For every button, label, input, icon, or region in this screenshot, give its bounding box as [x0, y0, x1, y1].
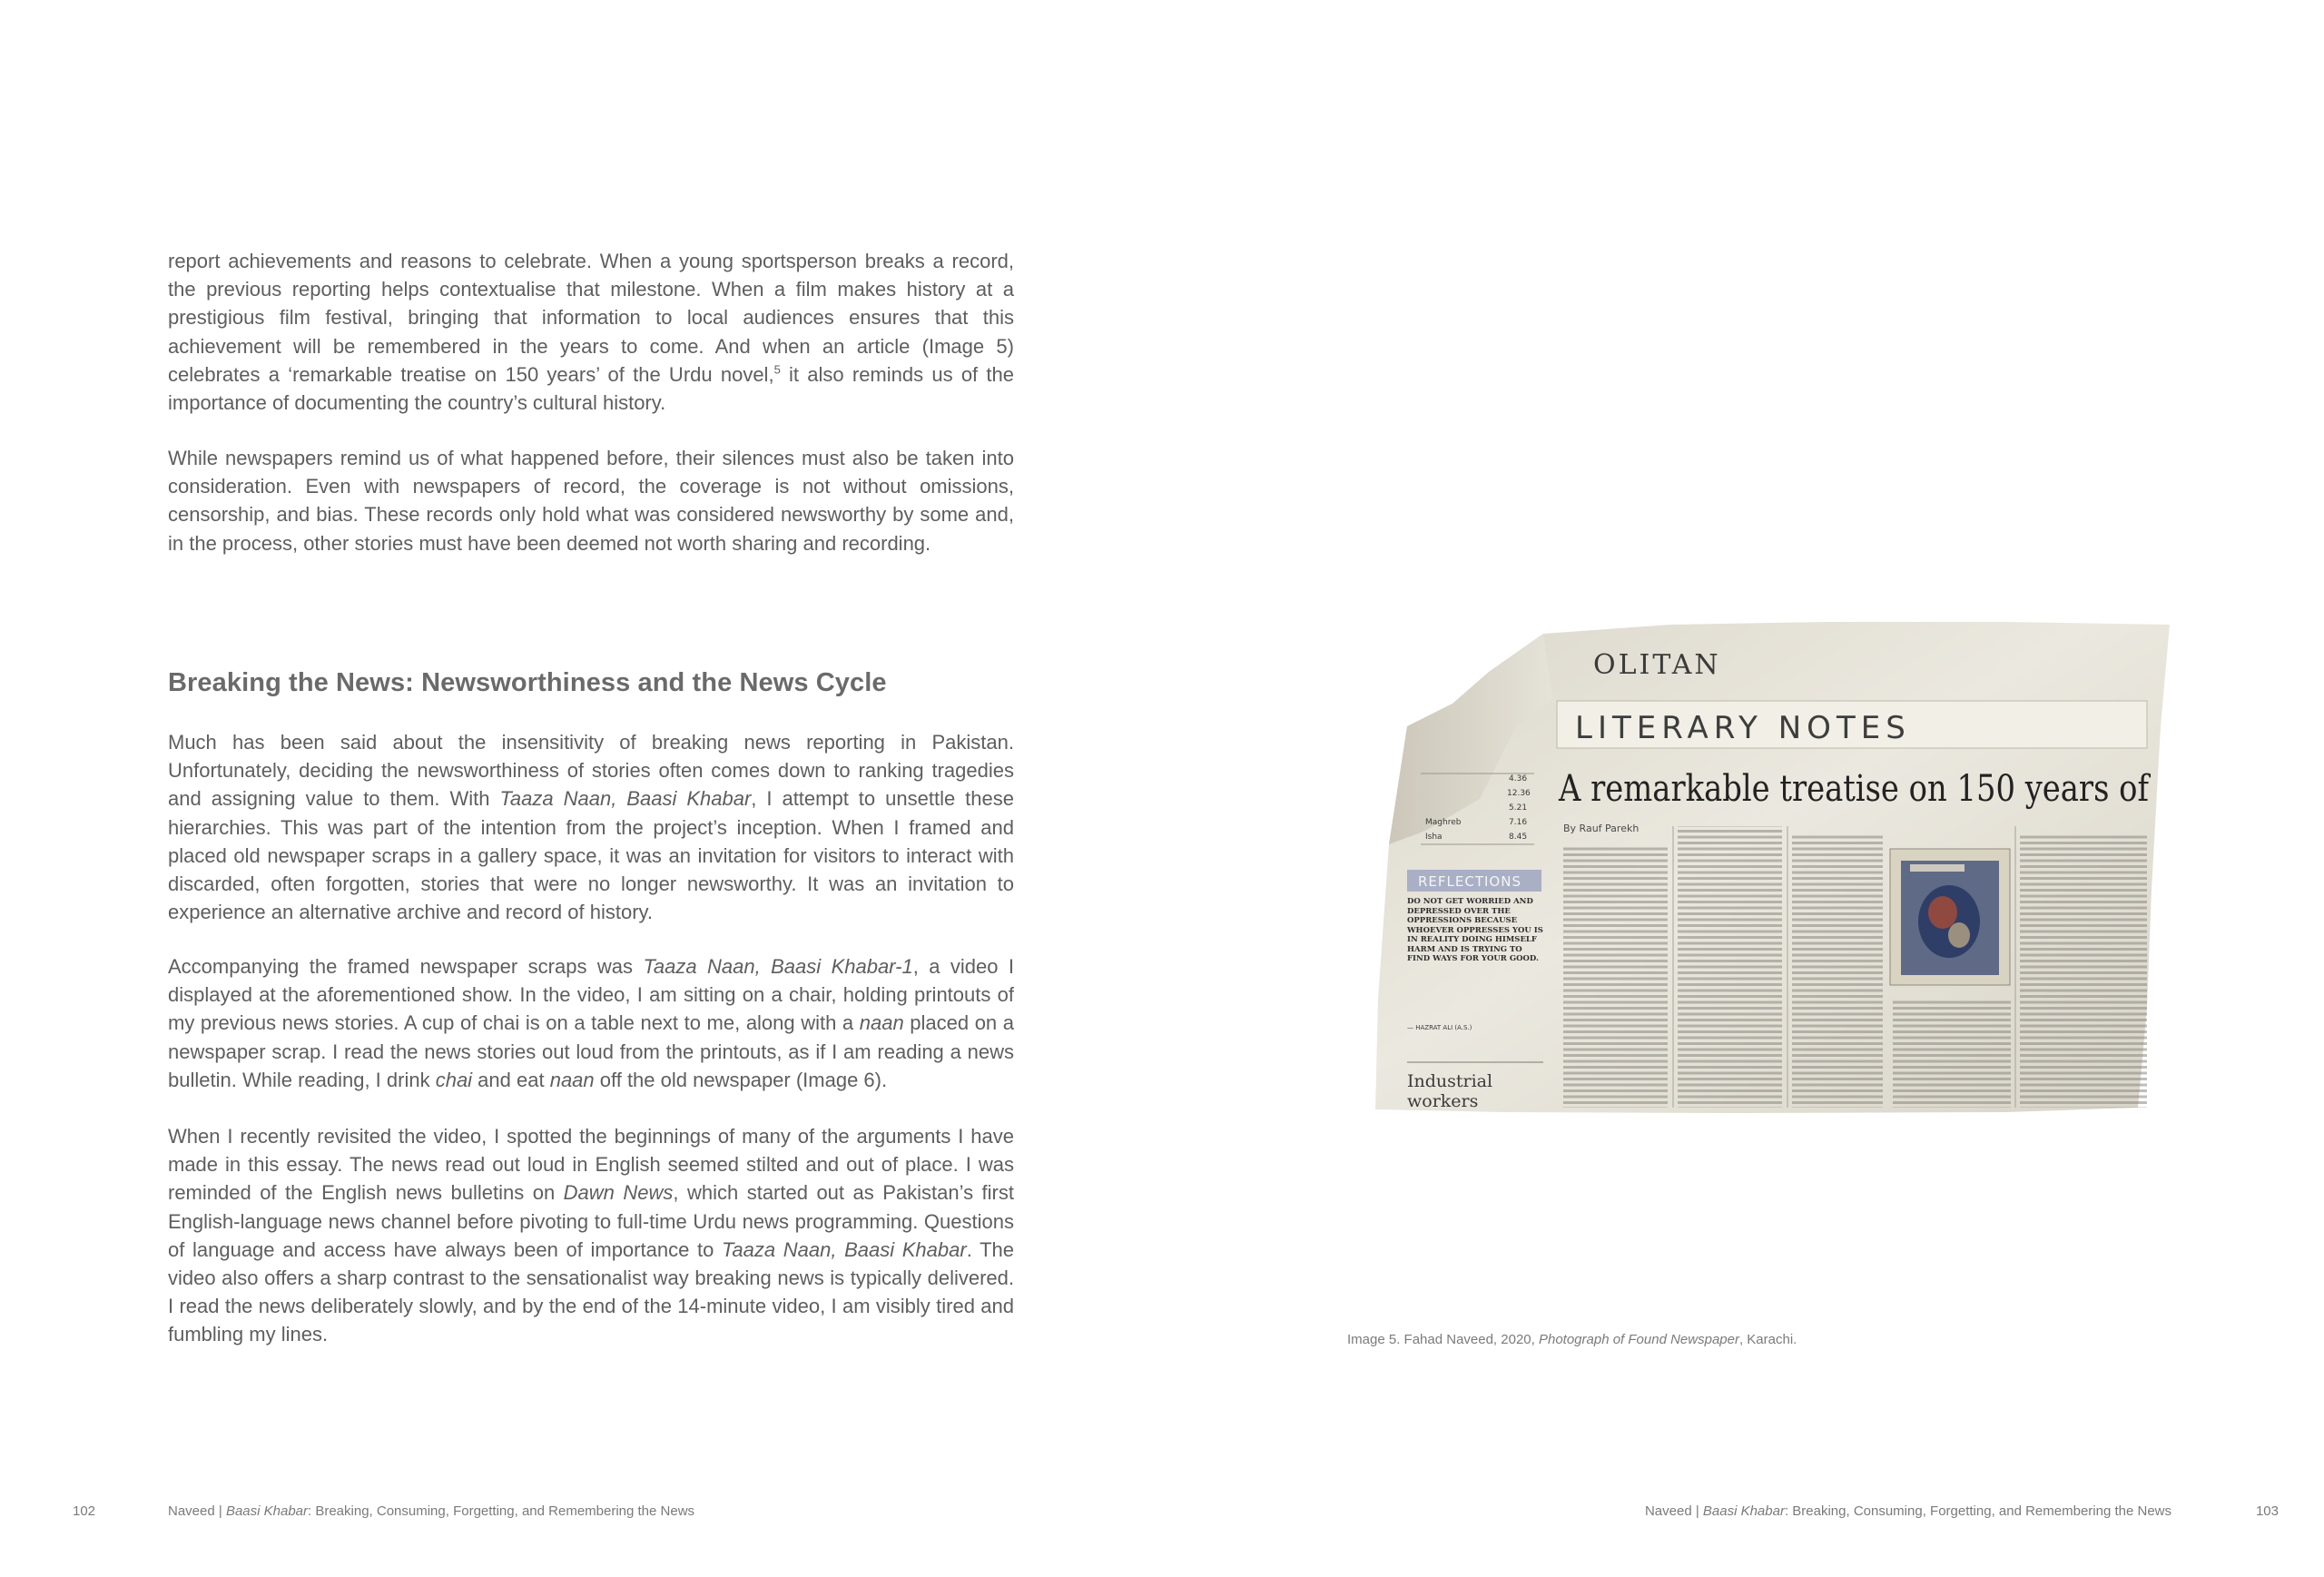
body-paragraph-4	[168, 952, 1014, 1094]
body-paragraph-3	[168, 728, 1014, 926]
caption-text: Image 5. Fahad Naveed, 2020,	[1347, 1332, 1539, 1347]
footnote-reference: 5	[773, 362, 781, 377]
footer-author: Naveed |	[168, 1503, 226, 1519]
footer-title: Baasi Khabar	[1702, 1503, 1785, 1519]
paragraph-text: , I attempt to unsettle these hierarchies. This was part of the intention from the project’s inception. When I framed and placed old newspaper scraps in a gallery space, it was an invitation for visitors to interact with discarded, often forgotten, stories that were no longer newsworthy. It was an invitation to experience an alternative archive and record of history.	[168, 787, 1014, 924]
italic-title: Dawn News	[563, 1181, 674, 1205]
footer-subtitle: : Breaking, Consuming, Forgetting, and Remembering the News	[1784, 1503, 2171, 1519]
book-cover-image	[1890, 849, 2010, 985]
paragraph-text: off the old newspaper (Image 6).	[594, 1068, 888, 1091]
page-number-left: 102	[73, 1503, 96, 1519]
section-label: LITERARY NOTES	[1575, 710, 1911, 746]
ticker-value: 8.45	[1509, 833, 1528, 842]
caption-title: Photograph of Found Newspaper	[1538, 1332, 1739, 1347]
ticker-name: Isha	[1425, 833, 1443, 842]
article-headline: A remarkable treatise on 150 years of	[1558, 768, 2152, 810]
running-footer-left	[168, 1503, 694, 1519]
body-paragraph-1	[168, 247, 1014, 417]
italic-title: Taaza Naan, Baasi Khabar-1	[643, 955, 913, 978]
section-heading: Breaking the News: Newsworthiness and the News Cycle	[168, 668, 887, 697]
ticker-value: 5.21	[1509, 803, 1528, 813]
bottom-headline: Industrial workers	[1407, 1071, 1493, 1111]
masthead-fragment: OLITAN	[1593, 649, 1721, 681]
page-number-right: 103	[2255, 1503, 2279, 1519]
body-paragraph-5	[168, 1122, 1014, 1349]
image-caption	[1347, 1332, 1797, 1347]
paragraph-text: Accompanying the framed newspaper scraps was	[168, 955, 644, 978]
paragraph-text: it also reminds us of the importance of documenting the country’s cultural history.	[168, 362, 1014, 415]
footer-subtitle: : Breaking, Consuming, Forgetting, and Remembering the News	[308, 1503, 695, 1519]
quote-attribution: — HAZRAT ALI (A.S.)	[1407, 1024, 1472, 1031]
ticker-name: Maghreb	[1425, 818, 1462, 827]
paragraph-text: Much has been said about the insensitivity of breaking news reporting in Pakistan. Unfortunately, deciding the newsworthiness of stories often comes down to ranking tragedies and assigning value to them. With	[168, 731, 1014, 811]
ticker-value: 12.36	[1507, 789, 1531, 798]
body-paragraph-2: While newspapers remind us of what happened before, their silences must also be taken into consideration. Even with newspapers of record, the coverage is not without omissions, censorship, and bias. These records only hold what was considered newsworthy by some and, in the process, other stories must have been deemed not worth sharing and recording.	[168, 447, 1014, 555]
reflections-quote: DO NOT GET WORRIED AND DEPRESSED OVER THE OPPRESSIONS BECAUSE WHOEVER OPPRESSES YOU IS IN REALITY DOING HIMSELF HARM AND IS TRYING TO FIND WAYS FOR YOUR GOOD.	[1407, 897, 1543, 963]
footer-author: Naveed |	[1644, 1503, 1703, 1519]
italic-term: chai	[435, 1068, 473, 1091]
footer-title: Baasi Khabar	[225, 1503, 308, 1519]
paragraph-text: , a video I displayed at the aforementioned show. In the video, I am sitting on a chair, holding printouts of my previous news stories. A cup of chai is on a table next to me, along with a	[168, 955, 1015, 1035]
caption-text: , Karachi.	[1738, 1332, 1797, 1347]
paragraph-text: placed on a newspaper scrap. I read the news stories out loud from the printouts, as if I am reading a news bulletin. While reading, I drink	[168, 1011, 1014, 1091]
paragraph-text: report achievements and reasons to celebrate. When a young sportsperson breaks a record, the previous reporting helps contextualise that milestone. When a film makes history at a prestigious film festival, bringing that information to local audiences ensures that this achievement will be remembered in the years to come. And when an article (Image 5) celebrates a ‘remarkable treatise on 150 years’ of the Urdu novel,	[168, 250, 1014, 386]
italic-term: naan	[549, 1068, 595, 1091]
byline: By Rauf Parekh	[1563, 823, 1640, 834]
italic-title: Taaza Naan, Baasi Khabar	[499, 787, 752, 811]
paragraph-text: . The video also offers a sharp contrast to the sensationalist way breaking news is typically delivered. I read the news deliberately slowly, and by the end of the 14-minute video, I am visibly tired and fumbling my lines.	[168, 1237, 1014, 1346]
article-columns	[1563, 826, 2147, 1108]
reflections-label: REFLECTIONS	[1418, 873, 1521, 890]
italic-term: naan	[859, 1011, 904, 1035]
paragraph-text: , which started out as Pakistan’s first English-language news channel before pivoting to full-time Urdu news programming. Questions of language and access have always been of importance to	[168, 1181, 1014, 1261]
paragraph-text: When I recently revisited the video, I spotted the beginnings of many of the arguments I have made in this essay. The news read out loud in English seemed stilted and out of place. I was reminded of the English news bulletins on	[168, 1125, 1014, 1205]
running-footer-right	[1645, 1503, 2171, 1519]
ticker-value: 7.16	[1509, 818, 1528, 827]
italic-title: Taaza Naan, Baasi Khabar	[721, 1237, 967, 1261]
newspaper-clipping-photo	[1371, 617, 2174, 1115]
ticker-value: 4.36	[1509, 774, 1528, 784]
paragraph-text: and eat	[472, 1068, 550, 1091]
